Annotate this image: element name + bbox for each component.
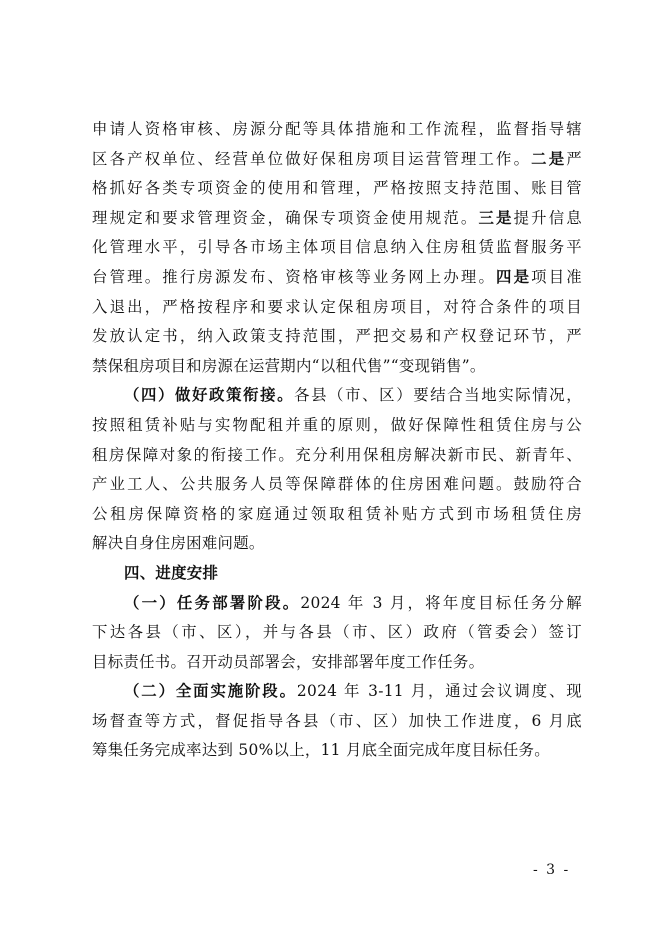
text-span: 提升信息 xyxy=(513,208,582,227)
subsection-heading: （四）做好政策衔接。 xyxy=(124,386,295,405)
text-span: 按照租赁补贴与实物配租并重的原则，做好保障性租赁住房与公 xyxy=(92,415,582,434)
text-span: 理规定和要求管理资金，确保专项资金使用规范。 xyxy=(92,208,479,227)
text-span: 租房保障对象的衔接工作。充分利用保租房解决新市民、新青年、 xyxy=(92,445,582,464)
text-span: 项目准 xyxy=(531,267,582,286)
text-line xyxy=(92,411,582,441)
subsection-heading: （一）任务部署阶段。 xyxy=(124,593,301,612)
text-line xyxy=(92,263,582,293)
text-line xyxy=(92,293,582,323)
text-span: 禁保租房项目和房源在运营期内“以租代售”“变现销售”。 xyxy=(92,356,486,375)
text-span: 区各产权单位、经营单位做好保租房项目运营管理工作。 xyxy=(92,149,532,168)
text-line xyxy=(92,500,582,530)
text-span: 入退出，严格按程序和要求认定保租房项目，对符合条件的项目 xyxy=(92,297,582,316)
text-span: 发放认定书，纳入政策支持范围，严把交易和产权登记环节，严 xyxy=(92,327,582,346)
text-line xyxy=(92,204,582,234)
section-title: 四、进度安排 xyxy=(124,563,219,582)
text-span: 各县（市、区）要结合当地实际情况， xyxy=(294,386,582,405)
text-line xyxy=(92,618,582,648)
text-line xyxy=(92,470,582,500)
text-span: 下达各县（市、区），并与各县（市、区）政府（管委会）签订 xyxy=(92,623,582,642)
text-line xyxy=(92,736,582,766)
text-span: 产业工人、公共服务人员等保障群体的住房困难问题。鼓励符合 xyxy=(92,475,582,494)
text-line xyxy=(92,648,582,678)
text-line xyxy=(92,529,582,559)
text-span: 场督查等方式，督促指导各县（市、区）加快工作进度，6 月底 xyxy=(92,711,582,730)
bold-marker: 三是 xyxy=(478,208,514,227)
text-line xyxy=(92,589,582,619)
text-line xyxy=(92,352,582,382)
page-number: - 3 - xyxy=(533,862,571,878)
text-span: 目标责任书。召开动员部署会，安排部署年度工作任务。 xyxy=(92,652,485,671)
text-span: 台管理。推行房源发布、资格审核等业务网上办理。 xyxy=(92,267,497,286)
section-heading xyxy=(92,559,582,589)
text-line xyxy=(92,233,582,263)
text-span: 化管理水平，引导各市场主体项目信息纳入住房租赁监督服务平 xyxy=(92,238,582,257)
bold-marker: 二是 xyxy=(531,149,567,168)
text-span: 格抓好各类专项资金的使用和管理，严格按照支持范围、账目管 xyxy=(92,179,582,198)
text-line xyxy=(92,115,582,145)
text-line xyxy=(92,322,582,352)
bold-marker: 四是 xyxy=(496,267,532,286)
text-span: 公租房保障资格的家庭通过领取租赁补贴方式到市场租赁住房 xyxy=(92,504,582,523)
text-line xyxy=(92,677,582,707)
subsection-heading: （二）全面实施阶段。 xyxy=(124,682,297,701)
text-span: 2024 年 3-11 月，通过会议调度、现 xyxy=(296,682,582,701)
text-span: 严 xyxy=(566,149,582,168)
text-span: 申请人资格审核、房源分配等具体措施和工作流程，监督指导辖 xyxy=(92,120,582,138)
document-page xyxy=(92,115,582,766)
text-line xyxy=(92,707,582,737)
text-line xyxy=(92,174,582,204)
text-line xyxy=(92,441,582,471)
text-line xyxy=(92,145,582,175)
text-line xyxy=(92,381,582,411)
text-span: 筹集任务完成率达到 50%以上，11 月底全面完成年度目标任务。 xyxy=(92,741,550,760)
text-span: 2024 年 3 月，将年度目标任务分解 xyxy=(300,593,582,612)
text-span: 解决自身住房困难问题。 xyxy=(92,534,265,553)
